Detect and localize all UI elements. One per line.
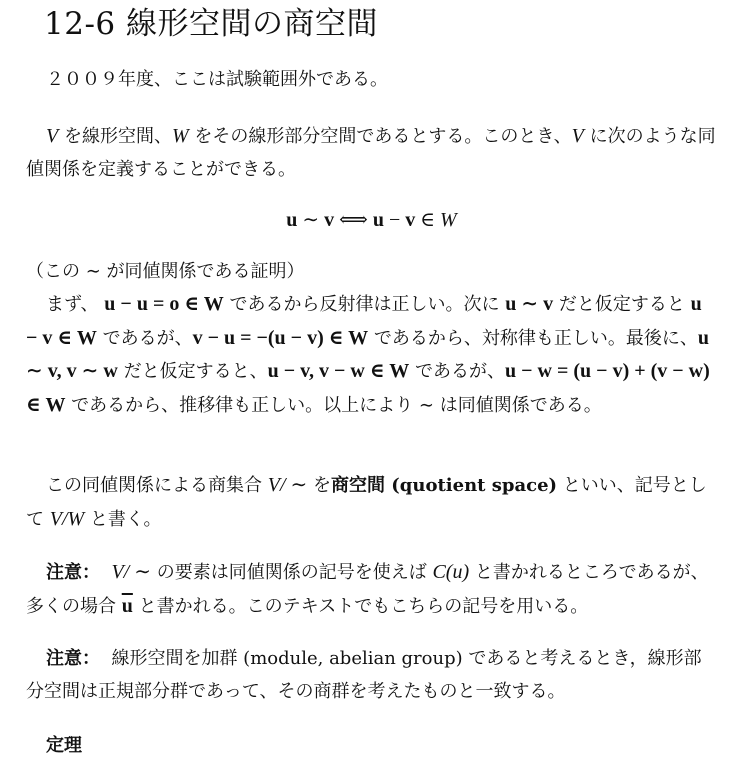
text: といい、記号として (26, 475, 707, 530)
text: 線形空間を加群 (module, abelian group) であると考えるとき，線形部分空間は正規部分群であって、その商群を考えたものと一致する。 (26, 648, 702, 702)
note-2 (26, 643, 716, 708)
math-v: v (324, 209, 335, 231)
theorem-heading: 定理 (46, 735, 82, 756)
text: であるが、 (409, 361, 506, 383)
paragraph-quotient-space (26, 469, 716, 536)
display-formula (0, 202, 743, 239)
math-iff: ⟺ (334, 209, 373, 231)
text: の要素は同値関係の記号を使えば (150, 562, 433, 583)
text: を (307, 475, 331, 496)
exam-note: ２００９年度、ここは試験範囲外である。 (46, 69, 388, 90)
note-1 (26, 556, 716, 623)
math-formula: C(u) (432, 561, 470, 583)
bold-term: 商空間 (quotient space) (331, 475, 558, 496)
math-formula: V/W (49, 507, 85, 530)
math-formula: u ∼ v, v ∼ w (26, 326, 710, 383)
text: この同値関係による商集合 (46, 475, 268, 496)
math-formula: v − u = −(u − v) ∈ W (192, 326, 369, 349)
text: に次のような同値関係を定義することができる。 (26, 126, 716, 180)
math-in: ∈ (415, 209, 441, 231)
math-u: u (286, 209, 298, 231)
math-formula: V/ ∼ (267, 474, 308, 496)
math-V: V (46, 125, 59, 147)
math-u: u (372, 209, 384, 231)
text: まず、 (46, 294, 105, 315)
proof-heading: （この ∼ が同値関係である証明） (26, 261, 305, 282)
math-minus: − (383, 209, 406, 231)
math-formula: u − u = o ∈ W (104, 293, 224, 315)
math-W: W (171, 125, 189, 147)
text: だと仮定すると (553, 294, 691, 315)
text: と書かれるところであるが、多くの場合 (26, 562, 709, 617)
math-sim: ∼ (297, 209, 325, 231)
math-formula: u − v, v − w ∈ W (267, 360, 410, 383)
proof-body (26, 288, 716, 422)
text: と書く。 (84, 508, 162, 530)
math-formula: V/ ∼ (111, 561, 151, 583)
paragraph-definition (26, 120, 716, 186)
section-title: 12-6 線形空間の商空間 (44, 6, 378, 42)
math-u-bar: $\overline{u}$ (121, 594, 133, 617)
note-label: 注意： (46, 648, 100, 669)
math-W: W (440, 209, 457, 231)
text: だと仮定すると、 (117, 361, 268, 383)
text: を線形空間、 (58, 126, 172, 147)
text: と書かれる。このテキストでもこちらの記号を用いる。 (132, 595, 589, 617)
math-V: V (571, 125, 584, 147)
text: であるから、対称律も正しい。最後に、 (368, 327, 698, 349)
text: であるから反射律は正しい。次に (223, 294, 506, 315)
text: であるが、 (96, 327, 193, 349)
math-formula: u ∼ v (505, 293, 554, 315)
text: をその線形部分空間であるとする。このとき、 (188, 126, 572, 147)
math-formula: u − v ∈ W (26, 293, 702, 349)
text: であるから、推移律も正しい。以上により ∼ は同値関係である。 (65, 394, 602, 416)
math-v: v (405, 209, 416, 231)
note-label: 注意： (46, 562, 100, 583)
math-formula: u − w = (u − v) + (v − w) ∈ W (26, 360, 710, 416)
